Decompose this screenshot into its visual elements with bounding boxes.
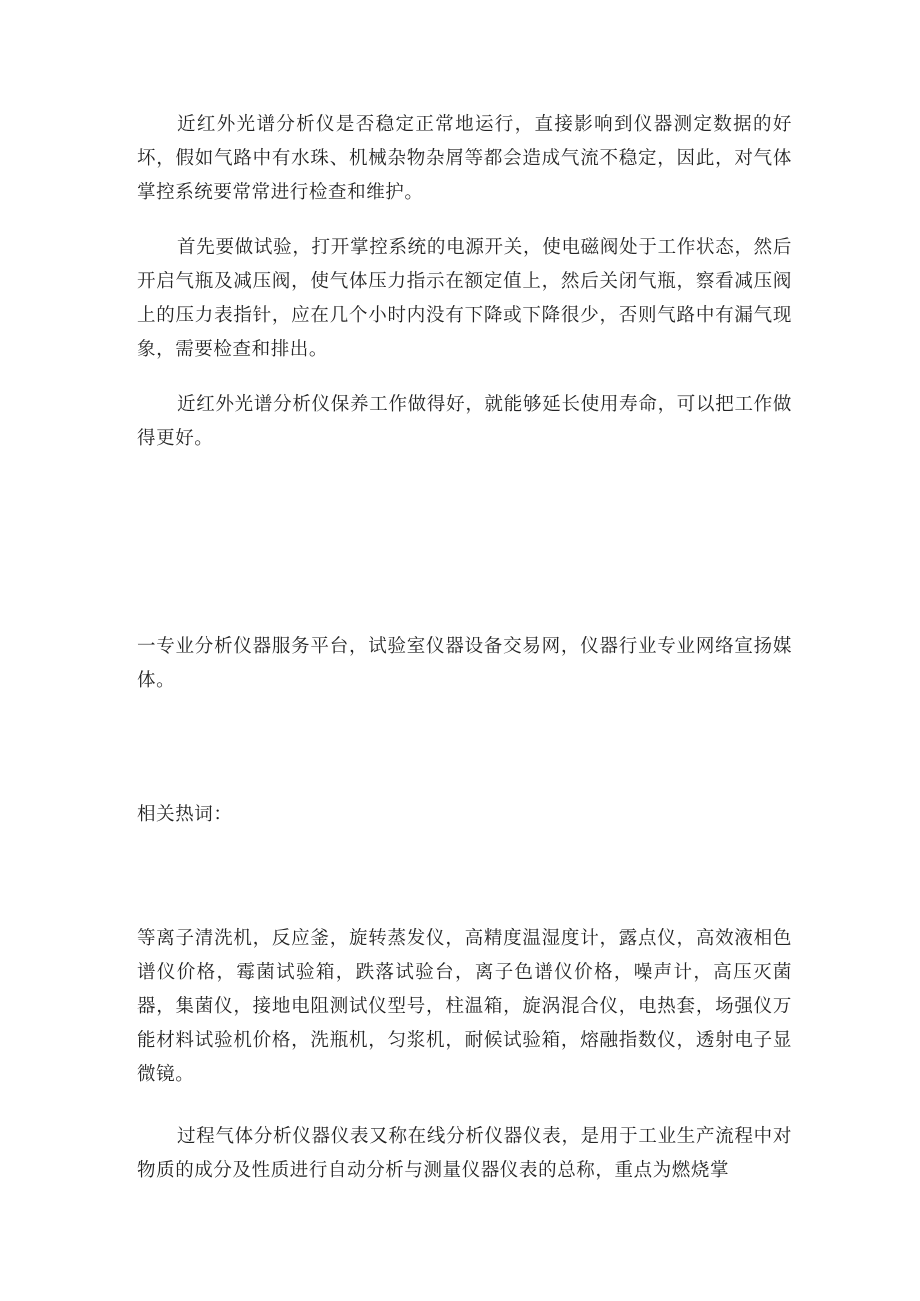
paragraph-process-analyzer: 过程气体分析仪器仪表又称在线分析仪器仪表，是用于工业生产流程中对物质的成分及性质进行自动分析与测量仪器仪表的总称，重点为燃烧掌 [137, 1126, 792, 1181]
paragraph-leak-test: 首先要做试验，打开掌控系统的电源开关，使电磁阀处于工作状态，然后开启气瓶及减压阀，使气体压力指示在额定值上，然后关闭气瓶，察看减压阀上的压力表指针，应在几个小时内没有下降或下降很少，否则气路中有漏气现象，需要检查和排出。 [137, 237, 792, 360]
related-keywords-heading: 相关热词： [137, 804, 233, 825]
paragraph-platform-description: 一专业分析仪器服务平台，试验室仪器设备交易网，仪器行业专业网络宣扬媒体。 [137, 636, 792, 691]
paragraph-maintenance-benefit: 近红外光谱分析仪保养工作做得好，就能够延长使用寿命，可以把工作做得更好。 [137, 394, 792, 449]
paragraph-maintenance-intro: 近红外光谱分析仪是否稳定正常地运行，直接影响到仪器测定数据的好坏，假如气路中有水珠、机械杂物杂屑等都会造成气流不稳定，因此，对气体掌控系统要常常进行检查和维护。 [137, 114, 792, 203]
paragraph-related-keywords: 等离子清洗机，反应釜，旋转蒸发仪，高精度温湿度计，露点仪，高效液相色谱仪价格，霉菌试验箱，跌落试验台，离子色谱仪价格，噪声计，高压灭菌器，集菌仪，接地电阻测试仪型号，柱温箱，旋涡混合仪，电热套，场强仪万能材料试验机价格，洗瓶机，匀浆机，耐候试验箱，熔融指数仪，透射电子显微镜。 [137, 928, 792, 1085]
